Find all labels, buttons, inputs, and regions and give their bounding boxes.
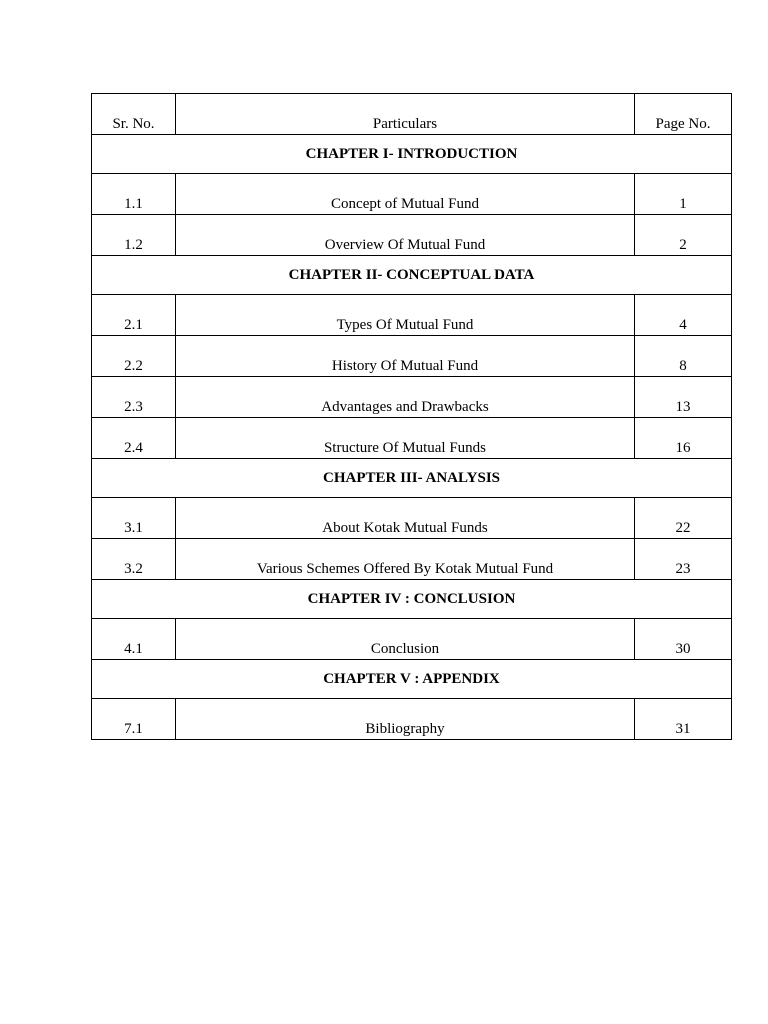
entry-page-no: 4 <box>635 295 732 336</box>
chapter-row <box>92 256 732 295</box>
entry-page-no: 22 <box>635 498 732 539</box>
chapter-row <box>92 459 732 498</box>
entry-title-cell: Advantages and Drawbacks <box>176 377 635 418</box>
entry-page-no: 23 <box>635 539 732 580</box>
toc-entry-row <box>92 377 732 418</box>
entry-title-cell: Bibliography <box>176 699 635 740</box>
chapter-title: CHAPTER V : APPENDIX <box>92 660 732 699</box>
toc-entry-row <box>92 295 732 336</box>
toc-entry-row <box>92 336 732 377</box>
toc-entry-row <box>92 215 732 256</box>
entry-page-no: 16 <box>635 418 732 459</box>
entry-title-cell: Concept of Mutual Fund <box>176 174 635 215</box>
entry-page-no: 1 <box>635 174 732 215</box>
chapter-title: CHAPTER III- ANALYSIS <box>92 459 732 498</box>
chapter-title: CHAPTER I- INTRODUCTION <box>92 135 732 174</box>
toc-body <box>92 94 732 740</box>
entry-sr-no: 2.1 <box>92 295 176 336</box>
entry-sr-no: 7.1 <box>92 699 176 740</box>
toc-entry-row <box>92 174 732 215</box>
entry-title: Various Schemes Offered By Kotak Mutual Fund <box>256 561 554 577</box>
entry-title-cell: Conclusion <box>176 619 635 660</box>
toc-entry-row <box>92 539 732 580</box>
entry-title-cell: Overview Of Mutual Fund <box>176 215 635 256</box>
entry-sr-no: 3.1 <box>92 498 176 539</box>
chapter-row <box>92 660 732 699</box>
entry-title-cell: Structure Of Mutual Funds <box>176 418 635 459</box>
entry-sr-no: 2.3 <box>92 377 176 418</box>
entry-sr-no: 1.2 <box>92 215 176 256</box>
chapter-title: CHAPTER II- CONCEPTUAL DATA <box>92 256 732 295</box>
entry-sr-no: 2.2 <box>92 336 176 377</box>
entry-sr-no: 3.2 <box>92 539 176 580</box>
entry-title-cell: Types Of Mutual Fund <box>176 295 635 336</box>
entry-sr-no: 4.1 <box>92 619 176 660</box>
toc-entry-row <box>92 699 732 740</box>
entry-page-no: 30 <box>635 619 732 660</box>
toc-entry-row <box>92 619 732 660</box>
entry-title-cell: History Of Mutual Fund <box>176 336 635 377</box>
chapter-row <box>92 580 732 619</box>
entry-title-cell: About Kotak Mutual Funds <box>176 498 635 539</box>
header-particulars: Particulars <box>176 94 635 135</box>
header-row <box>92 94 732 135</box>
chapter-title: CHAPTER IV : CONCLUSION <box>92 580 732 619</box>
entry-page-no: 31 <box>635 699 732 740</box>
entry-title-cell <box>176 539 635 580</box>
entry-page-no: 8 <box>635 336 732 377</box>
toc-entry-row <box>92 498 732 539</box>
header-page-no: Page No. <box>635 94 732 135</box>
header-sr-no: Sr. No. <box>92 94 176 135</box>
entry-sr-no: 1.1 <box>92 174 176 215</box>
entry-page-no: 13 <box>635 377 732 418</box>
table-of-contents <box>91 93 732 740</box>
chapter-row <box>92 135 732 174</box>
toc-entry-row <box>92 418 732 459</box>
entry-sr-no: 2.4 <box>92 418 176 459</box>
entry-page-no: 2 <box>635 215 732 256</box>
